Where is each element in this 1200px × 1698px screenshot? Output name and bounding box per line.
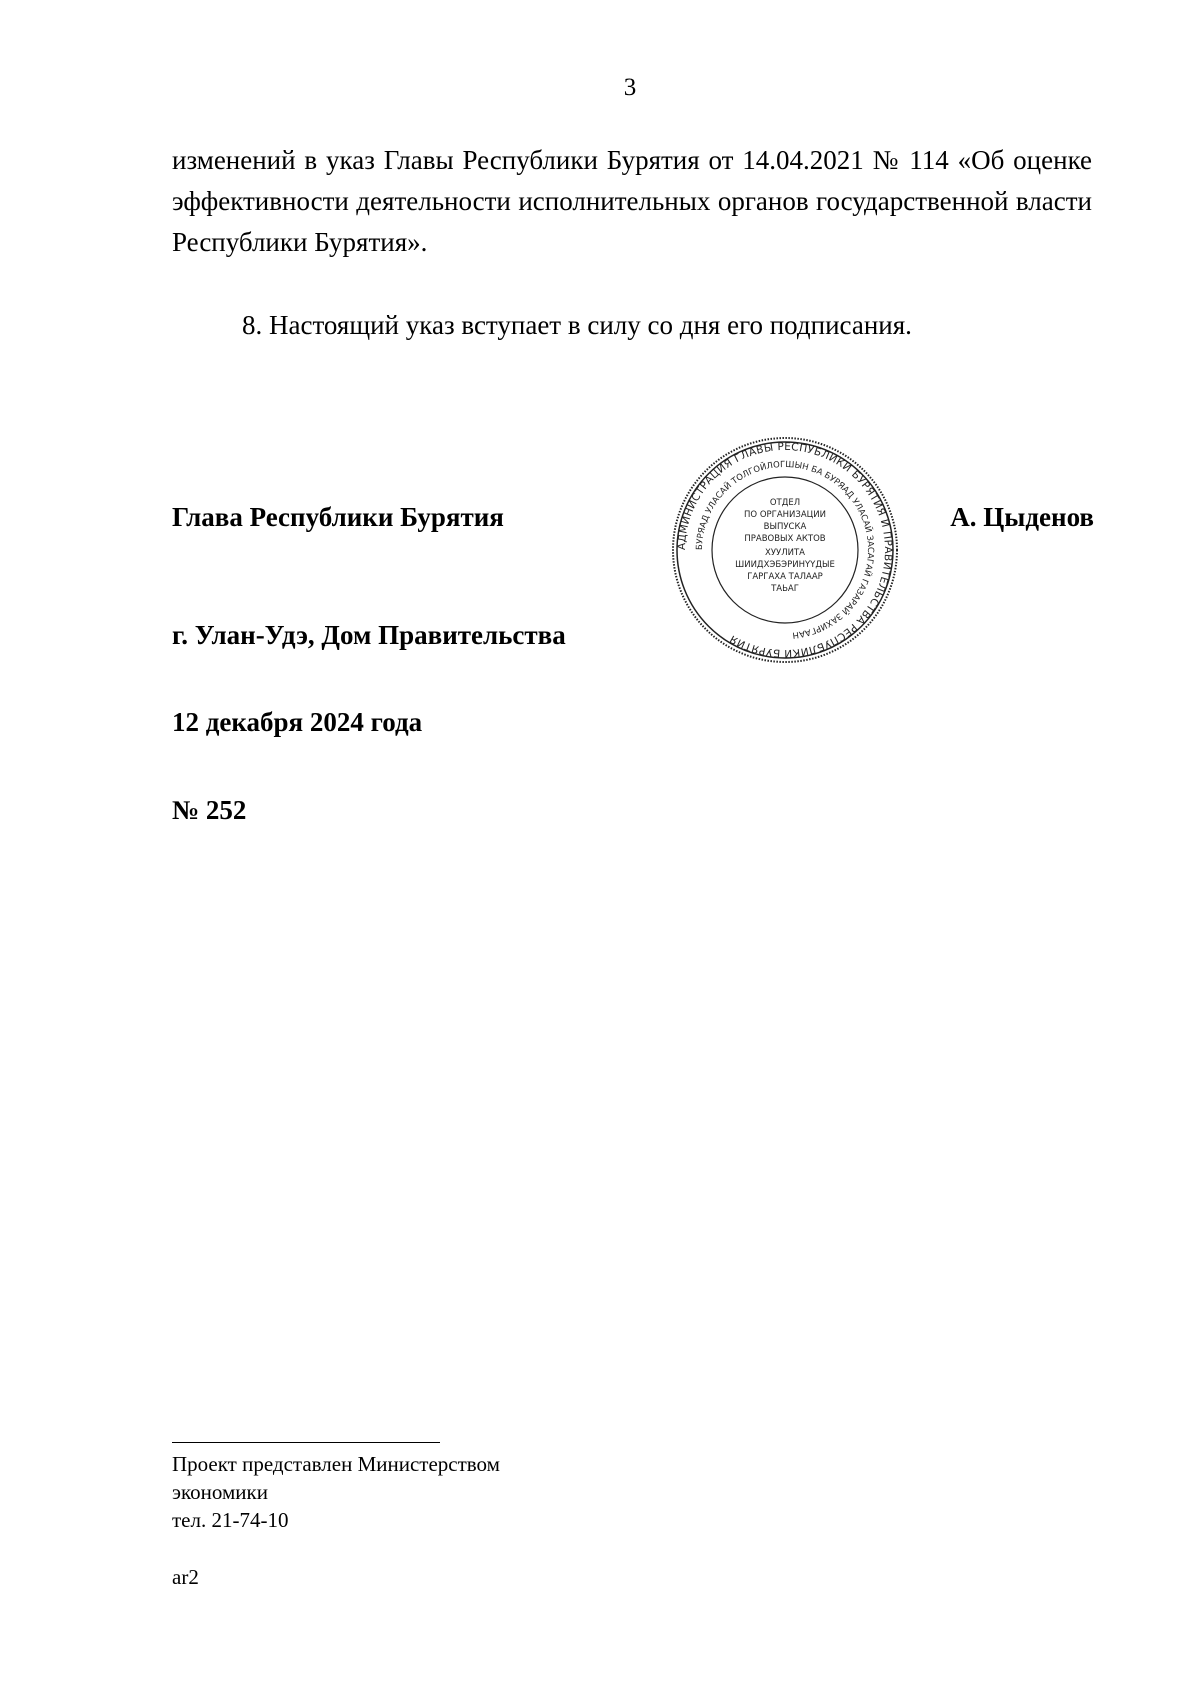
seal-center-line: ОТДЕЛ <box>769 498 801 508</box>
document-date: 12 декабря 2024 года <box>172 707 423 737</box>
signature-title: Глава Республики Бурятия <box>172 502 504 532</box>
place: г. Улан-Удэ, Дом Правительства <box>172 620 566 650</box>
seal-outer-text: АДМИНИСТРАЦИЯ ГЛАВЫ РЕСПУБЛИКИ БУРЯТИЯ И ПРАВИТЕЛЬСТВА РЕСПУБЛИКИ БУРЯТИЯ <box>675 440 895 660</box>
seal-center-line: ХУУЛИТА <box>765 548 805 558</box>
footnote <box>172 1450 500 1534</box>
footnote-line: экономики <box>172 1480 268 1504</box>
signature-name: А. Цыденов <box>950 502 1094 532</box>
paragraph-8: 8. Настоящий указ вступает в силу со дня его подписания. <box>242 310 912 340</box>
official-seal <box>670 435 900 665</box>
page-number: 3 <box>623 74 637 101</box>
footnote-line: тел. 21-74-10 <box>172 1508 289 1532</box>
seal-center-line: ПРАВОВЫХ АКТОВ <box>744 534 826 544</box>
document-code: ar2 <box>172 1565 199 1589</box>
seal-center-line: ШИИДХЭБЭРИНҮҮДЫЕ <box>735 560 835 570</box>
seal-center-line: ГАРГАХА ТАЛААР <box>747 572 823 582</box>
document-number: № 252 <box>172 795 247 825</box>
footnote-line: Проект представлен Министерством <box>172 1452 500 1476</box>
seal-center-line: ТАЬАГ <box>771 584 799 594</box>
paragraph-continuation: изменений в указ Главы Республики Бурятия от 14.04.2021 № 114 «Об оценке эффективности деятельности исполнительных органов государственной власти Республики Бурятия». <box>172 145 1092 257</box>
seal-center-line: ВЫПУСКА <box>763 522 807 532</box>
footnote-divider <box>172 1442 440 1443</box>
seal-center-line: ПО ОРГАНИЗАЦИИ <box>744 510 826 520</box>
seal-inner-text: БУРЯАД УЛАСАЙ ТОЛГОЙЛОГШЫН БА БУРЯАД УЛАСАЙ ЗАСАГАЙ ГАЗАРАЙ ЗАХИРГААН <box>694 459 876 640</box>
